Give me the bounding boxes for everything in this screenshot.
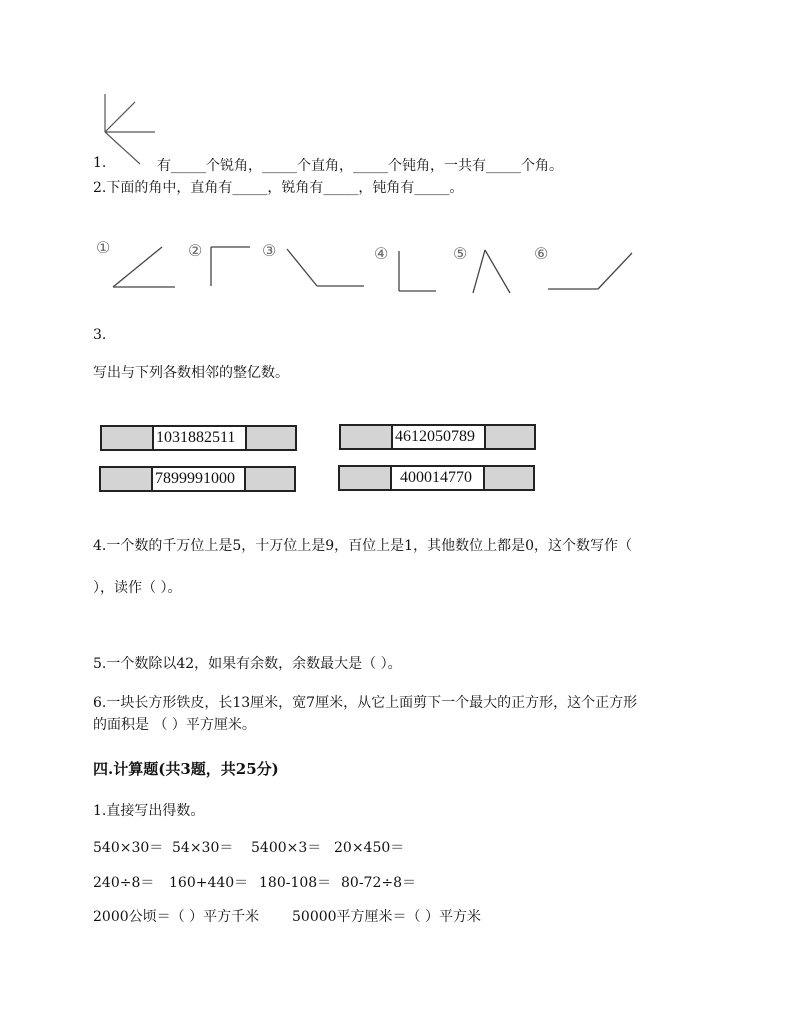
calc-title: 1.直接写出得数。 <box>93 803 205 819</box>
q4-line2: ），读作（ ）。 <box>93 580 182 596</box>
q2-label-5: ⑤ <box>453 244 468 263</box>
q2-angle-4 <box>396 248 456 308</box>
q3-box-2 <box>339 424 536 450</box>
q3-box-1-number: 1031882511 <box>152 427 247 449</box>
q3-box-3-left-blank[interactable] <box>101 468 151 490</box>
calc-row1-item2: 54×30＝ <box>172 840 234 856</box>
calc-row2-item2: 160+440＝ <box>169 875 249 891</box>
calc-row1-item1: 540×30＝ <box>93 840 164 856</box>
q2-label-4: ④ <box>374 244 389 263</box>
q3-box-2-left-blank[interactable] <box>341 426 391 448</box>
q3-box-3 <box>99 466 296 492</box>
q6-line2: 的面积是 （ ）平方厘米。 <box>93 717 256 733</box>
q2-label-3: ③ <box>262 241 277 260</box>
q2-angle-1 <box>110 244 190 304</box>
q2-text: 2.下面的角中，直角有_____，锐角有_____，钝角有_____。 <box>93 180 464 196</box>
q1-text: 有_____个锐角，_____个直角，_____个钝角，一共有_____个角。 <box>157 158 563 174</box>
calc-row2-item4: 80-72÷8＝ <box>341 875 416 891</box>
calc-row3-item1: 2000公顷＝（ ）平方千米 <box>93 909 260 925</box>
q3-box-1 <box>100 425 297 451</box>
q3-box-2-number: 4612050789 <box>391 426 486 448</box>
calc-row3-item2: 50000平方厘米＝（ ）平方米 <box>292 909 481 925</box>
q2-label-6: ⑥ <box>534 244 549 263</box>
q2-angle-2 <box>208 244 268 304</box>
q2-angle-6 <box>545 250 645 310</box>
section4-heading: 四.计算题(共3题，共25分) <box>93 760 279 778</box>
q3-box-3-right-blank[interactable] <box>246 468 294 490</box>
calc-row1-item4: 20×450＝ <box>334 840 405 856</box>
q6-line1: 6.一块长方形铁皮，长13厘米，宽7厘米，从它上面剪下一个最大的正方形，这个正方形 <box>93 695 638 711</box>
calc-row2-item1: 240÷8＝ <box>93 875 155 891</box>
q3-box-4-number: 400014770 <box>390 467 485 489</box>
q5-text: 5.一个数除以42，如果有余数，余数最大是（ ）。 <box>93 656 402 672</box>
q3-box-2-right-blank[interactable] <box>486 426 534 448</box>
q3-instruction: 写出与下列各数相邻的整亿数。 <box>93 365 289 381</box>
q2-label-1: ① <box>96 238 111 257</box>
q2-label-2: ② <box>188 241 203 260</box>
q3-box-4 <box>338 465 535 491</box>
q3-box-4-right-blank[interactable] <box>485 467 533 489</box>
q3-box-1-right-blank[interactable] <box>247 427 295 449</box>
q1-number: 1. <box>93 155 107 171</box>
q3-box-1-left-blank[interactable] <box>102 427 152 449</box>
q3-box-4-left-blank[interactable] <box>340 467 390 489</box>
q4-line1: 4.一个数的千万位上是5，十万位上是9，百位上是1，其他数位上都是0，这个数写作（ <box>93 538 632 554</box>
q2-angle-3 <box>284 246 384 306</box>
q3-number: 3. <box>93 327 107 343</box>
calc-row1-item3: 5400×3＝ <box>251 840 322 856</box>
q2-angle-5 <box>470 247 530 307</box>
q3-box-3-number: 7899991000 <box>151 468 246 490</box>
calc-row2-item3: 180-108＝ <box>259 875 332 891</box>
